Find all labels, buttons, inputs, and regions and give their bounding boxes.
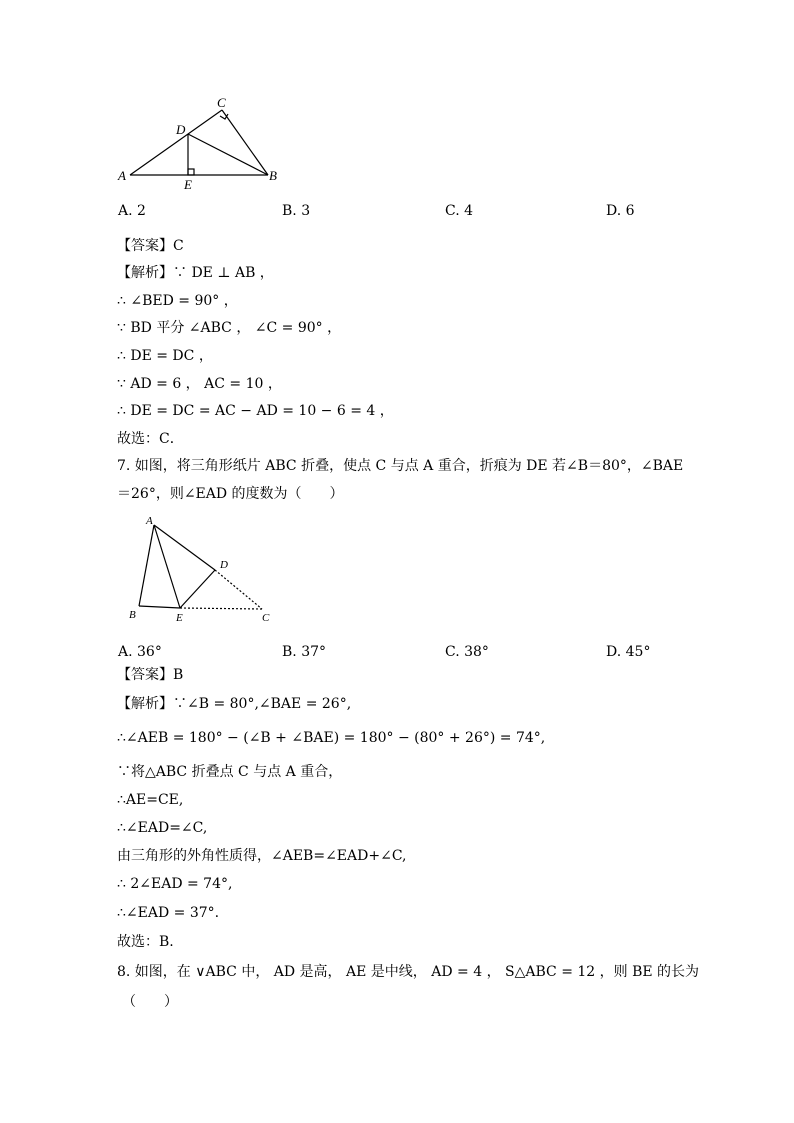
q7-option-c: C. 38° bbox=[445, 644, 489, 660]
q6-solution-line: ∴ ∠BED = 90° ， bbox=[117, 293, 238, 309]
q6-answer: 【答案】C bbox=[117, 238, 184, 254]
q6-solution-line: 故选：C． bbox=[117, 431, 184, 447]
q7-solution-line: ∴∠AEB = 180° − (∠B + ∠BAE) = 180° − (80° + 26°) = 74°, bbox=[117, 730, 546, 746]
label-b: B bbox=[129, 609, 136, 621]
label-c: C bbox=[217, 95, 226, 110]
q6-option-c: C. 4 bbox=[445, 203, 474, 219]
label-c: C bbox=[262, 612, 270, 624]
label-a: A bbox=[146, 515, 153, 527]
segment-dc-dotted bbox=[215, 570, 262, 609]
right-angle-mark-e bbox=[188, 169, 194, 175]
segment-ab bbox=[139, 525, 154, 606]
segment-cb bbox=[222, 110, 268, 175]
segment-ac bbox=[130, 110, 222, 175]
figure-folded-triangle bbox=[125, 513, 280, 628]
q8-stem-line-2: （ ） bbox=[122, 994, 178, 1010]
q7-solution-line: 【解析】∵∠B = 80°,∠BAE = 26°, bbox=[117, 696, 352, 712]
segment-db bbox=[188, 134, 268, 175]
q7-stem-line-1: 7. 如图，将三角形纸片 ABC 折叠，使点 C 与点 A 重合，折痕为 DE 若∠B＝80°，∠BAE bbox=[117, 458, 684, 474]
label-d: D bbox=[176, 122, 186, 137]
q7-answer: 【答案】B bbox=[117, 667, 184, 683]
segment-ed bbox=[180, 570, 215, 608]
q7-solution-line: ∴∠EAD = 37°. bbox=[117, 905, 220, 921]
segment-ae bbox=[154, 525, 180, 608]
q7-solution-line: 故选：B. bbox=[117, 934, 174, 950]
q7-solution-line: ∵将△ABC 折叠点 C 与点 A 重合， bbox=[117, 764, 343, 780]
right-angle-mark-c bbox=[220, 114, 228, 119]
q7-option-b: B. 37° bbox=[282, 644, 327, 660]
q6-option-a: A. 2 bbox=[118, 203, 146, 219]
label-b: B bbox=[269, 168, 277, 183]
segment-ad bbox=[154, 525, 215, 570]
q6-option-b: B. 3 bbox=[282, 203, 311, 219]
q6-option-d: D. 6 bbox=[606, 203, 635, 219]
label-d: D bbox=[220, 559, 228, 571]
label-e: E bbox=[176, 612, 183, 624]
figure-triangle-abc-1 bbox=[115, 92, 290, 192]
q6-solution-line: 【解析】∵ DE ⊥ AB ， bbox=[117, 265, 274, 281]
q7-option-d: D. 45° bbox=[606, 644, 651, 660]
label-e: E bbox=[184, 177, 192, 192]
label-a: A bbox=[118, 168, 126, 183]
q6-solution-line: ∵ BD 平分 ∠ABC ， ∠C = 90° ， bbox=[117, 320, 342, 336]
segment-be bbox=[139, 606, 180, 608]
segment-ec-dotted bbox=[180, 608, 262, 609]
q7-option-a: A. 36° bbox=[118, 644, 162, 660]
q7-stem-line-2: ＝26°，则∠EAD 的度数为（ ） bbox=[117, 486, 344, 502]
q8-stem-line-1: 8. 如图，在 ∨ABC 中， AD 是高， AE 是中线， AD = 4 ， S△ABC = 12 ，则 BE 的长为 bbox=[117, 964, 700, 980]
q6-solution-line: ∵ AD = 6 ， AC = 10 ， bbox=[117, 376, 282, 392]
q7-solution-line: ∴AE=CE, bbox=[117, 792, 184, 808]
q7-solution-line: ∴∠EAD=∠C, bbox=[117, 820, 208, 836]
q7-solution-line: ∴ 2∠EAD = 74°, bbox=[117, 876, 233, 892]
q6-solution-line: ∴ DE = DC ， bbox=[117, 348, 213, 364]
q7-solution-line: 由三角形的外角性质得，∠AEB=∠EAD+∠C, bbox=[117, 848, 407, 864]
q6-solution-line: ∴ DE = DC = AC − AD = 10 − 6 = 4 ， bbox=[117, 403, 394, 419]
